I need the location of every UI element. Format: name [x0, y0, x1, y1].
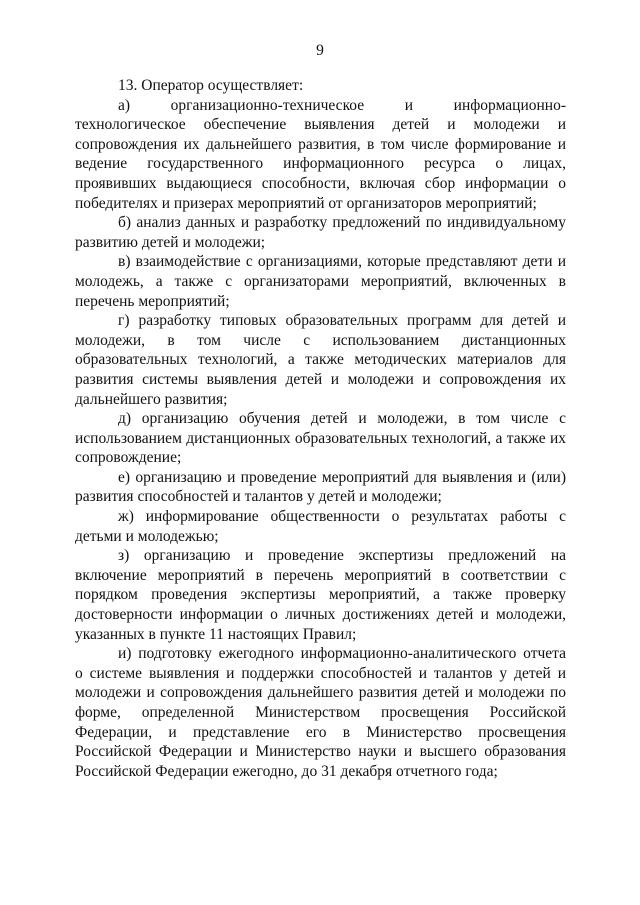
document-body	[75, 76, 566, 781]
paragraph-subitem-a: а) организационно-техническое и информационно-технологическое обеспечение выявления детей и молодежи и сопровождения их дальнейшего развития, в том числе формирование и ведение государственного информационного ресурса о лицах, проявивших выдающиеся способности, включая сбор информации о победителях и призерах мероприятий от организаторов мероприятий;	[75, 96, 566, 212]
paragraph-item-13-heading: 13. Оператор осуществляет:	[118, 77, 304, 94]
paragraph-subitem-g: г) разработку типовых образовательных программ для детей и молодежи, в том числе с использованием дистанционных образовательных технологий, а также методических материалов для развития системы выявления детей и молодежи и сопровождения их дальнейшего развития;	[75, 312, 566, 408]
paragraph-subitem-i: и) подготовку ежегодного информационно-аналитического отчета о системе выявления и поддержки способностей и талантов у детей и молодежи и сопровождения дальнейшего развития детей и молодежи по форме, определенной Министерством просвещения Российской Федерации, и представление его в Министерство просвещения Российской Федерации и Министерство науки и высшего образования Российской Федерации ежегодно, до 31 декабря отчетного года;	[75, 645, 566, 780]
paragraph-subitem-b: б) анализ данных и разработку предложений по индивидуальному развитию детей и молодежи;	[75, 214, 566, 251]
paragraph-subitem-d: д) организацию обучения детей и молодежи, в том числе с использованием дистанционных образовательных технологий, а также их сопровождение;	[75, 410, 566, 467]
paragraph-subitem-v: в) взаимодействие с организациями, которые представляют дети и молодежь, а также с организаторами мероприятий, включенных в перечень мероприятий;	[75, 253, 566, 310]
paragraph-subitem-zh: ж) информирование общественности о результатах работы с детьми и молодежью;	[75, 508, 566, 545]
paragraph-subitem-z: з) организацию и проведение экспертизы предложений на включение мероприятий в перечень мероприятий в соответствии с порядком проведения экспертизы мероприятий, а также проверку достоверности информации о личных достижениях детей и молодежи, указанных в пункте 11 настоящих Правил;	[75, 547, 566, 643]
paragraph-subitem-e: е) организацию и проведение мероприятий для выявления и (или) развития способностей и талантов у детей и молодежи;	[75, 468, 566, 506]
page-number: 9	[316, 42, 324, 59]
